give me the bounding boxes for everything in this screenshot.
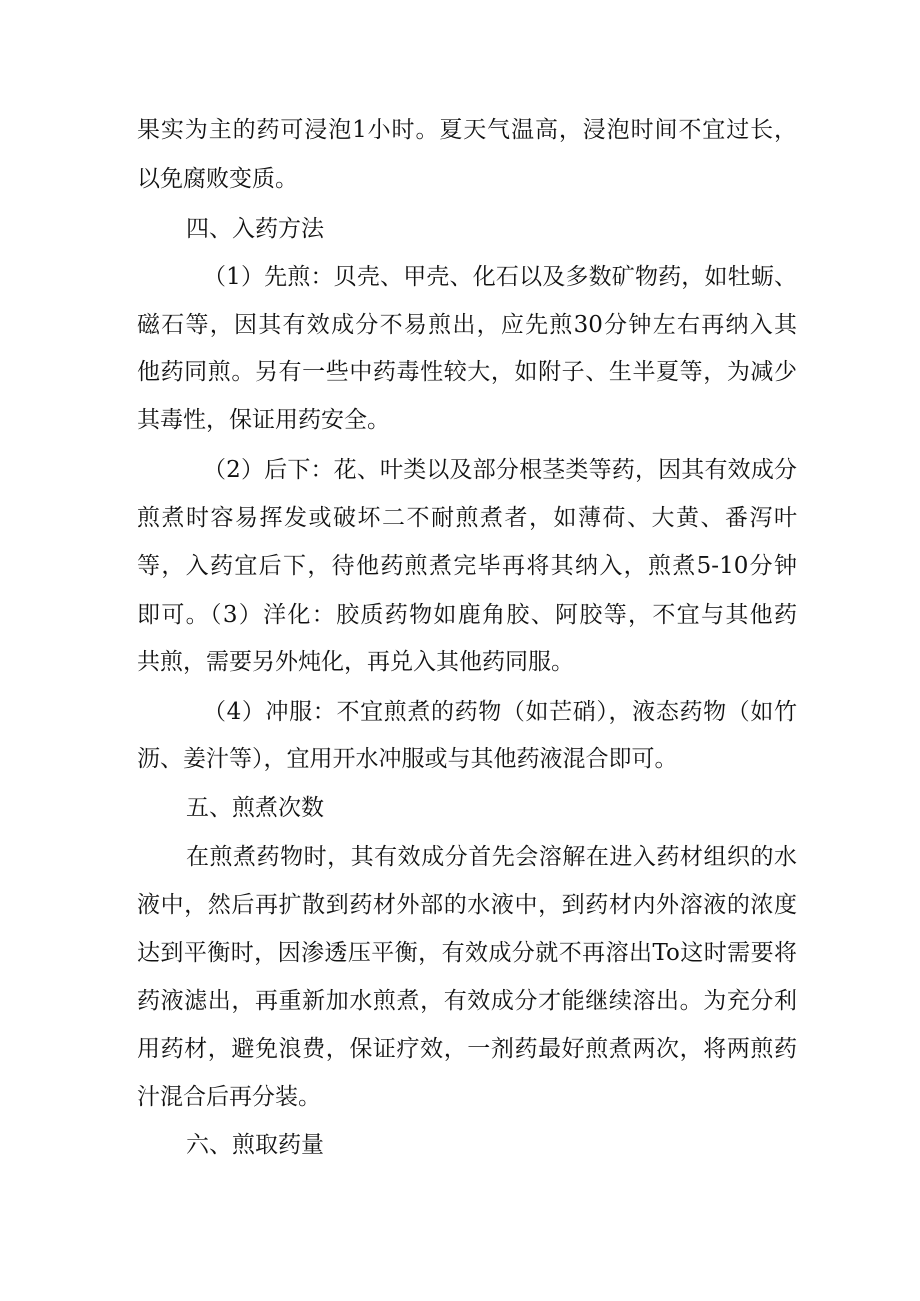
text-line: 磁石等，因其有效成分不易煎出，应先煎30分钟左右再纳入其 (137, 312, 797, 338)
text-line: （1）先煎：贝壳、甲壳、化石以及多数矿物药，如牡蛎、 (203, 264, 797, 290)
text-line: 用药材，避免浪费，保证疗效，一剂药最好煎煮两次，将两煎药 (137, 1036, 797, 1062)
text-line: 其毒性，保证用药安全。 (137, 407, 390, 433)
text-line: 果实为主的药可浸泡1小时。夏天气温高，浸泡时间不宜过长， (137, 117, 797, 143)
text-line: 煎煮时容易挥发或破坏二不耐煎煮者，如薄荷、大黄、番泻叶 (137, 505, 797, 531)
text-line: 达到平衡时，因渗透压平衡，有效成分就不再溶出To这时需要将 (137, 940, 797, 966)
section-heading: 四、入药方法 (186, 216, 324, 242)
text-line: 共煎，需要另外炖化，再兑入其他药同服。 (137, 649, 574, 675)
text-line: （2）后下：花、叶类以及部分根茎类等药，因其有效成分 (203, 457, 797, 483)
text-line: 他药同煎。另有一些中药毒性较大，如附子、生半夏等，为减少 (137, 359, 797, 385)
section-heading: 五、煎煮次数 (186, 795, 324, 821)
text-line: 药液滤出，再重新加水煎煮，有效成分才能继续溶出。为充分利 (137, 988, 797, 1014)
section-heading: 六、煎取药量 (186, 1132, 324, 1158)
text-line: 在煎煮药物时，其有效成分首先会溶解在进入药材组织的水 (186, 844, 797, 870)
text-line: 汁混合后再分装。 (137, 1084, 321, 1110)
text-line: （4）冲服：不宜煎煮的药物（如芒硝），液态药物（如竹 (203, 699, 797, 725)
text-line: 沥、姜汁等），宜用开水冲服或与其他药液混合即可。 (137, 746, 678, 772)
text-line: 即可。（3）洋化：胶质药物如鹿角胶、阿胶等，不宜与其他药 (137, 602, 797, 628)
text-line: 等，入药宜后下，待他药煎煮完毕再将其纳入，煎煮5-10分钟 (137, 553, 797, 579)
text-line: 液中，然后再扩散到药材外部的水液中，到药材内外溶液的浓度 (137, 892, 797, 918)
text-line: 以免腐败变质。 (137, 166, 298, 192)
